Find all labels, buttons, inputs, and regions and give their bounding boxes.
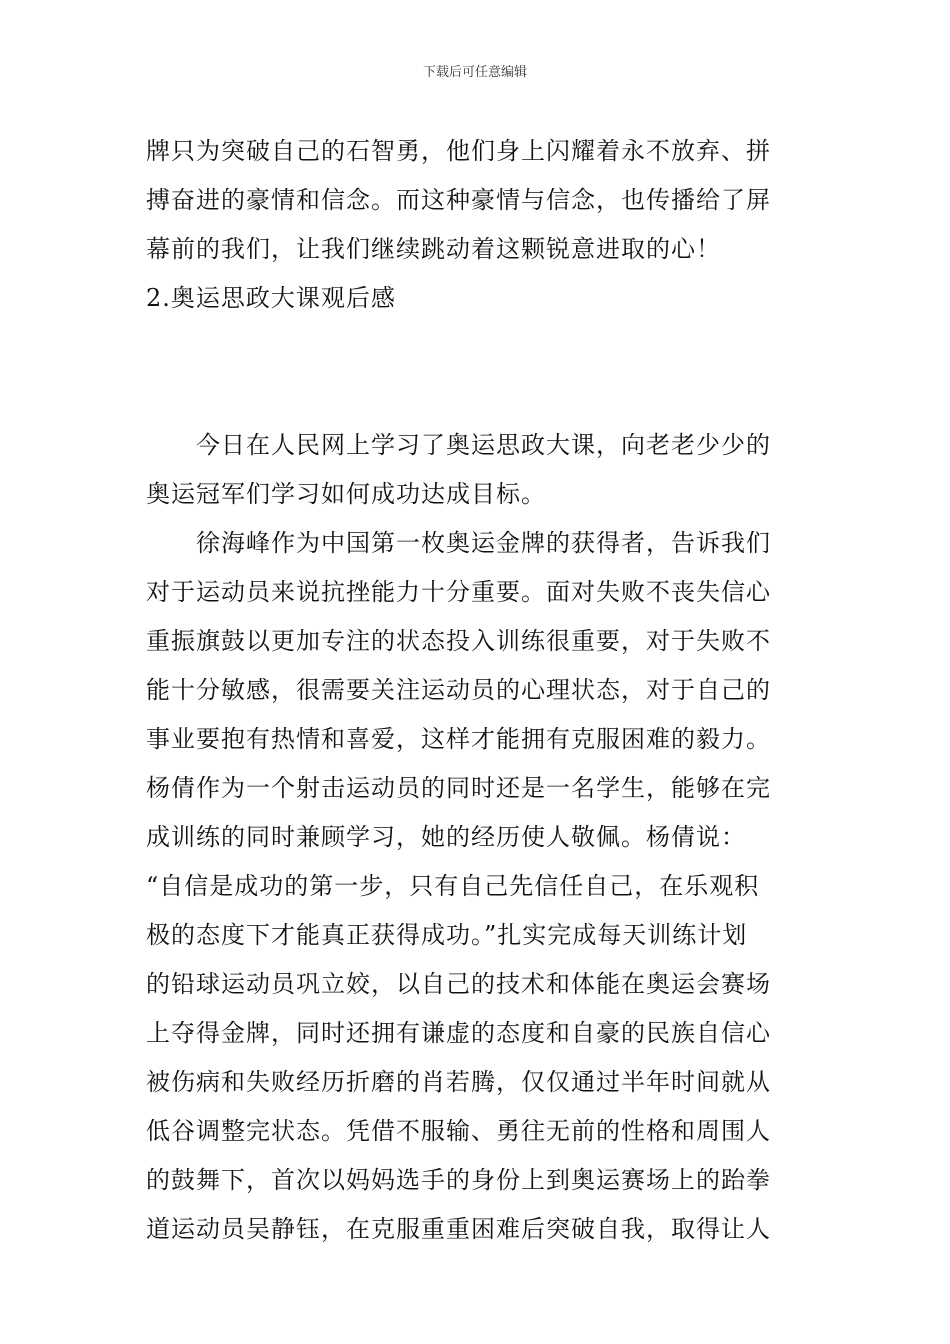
page-header: 下载后可任意编辑 [422,65,527,80]
section-title: 2.奥运思政大课观后感 [146,284,396,312]
paragraph-line: 能十分敏感，很需要关注运动员的心理状态，对于自己的 [146,676,771,704]
paragraph-line: 被伤病和失败经历折磨的肖若腾，仅仅通过半年时间就从 [146,1068,771,1096]
paragraph-line: “自信是成功的第一步，只有自己先信任自己，在乐观积 [146,872,760,900]
paragraph-line: 上夺得金牌，同时还拥有谦虚的态度和自豪的民族自信心 [146,1019,771,1047]
paragraph-line: 的铅球运动员巩立姣，以自己的技术和体能在奥运会赛场 [146,970,771,998]
blank-space [146,323,811,421]
paragraph-line: 对于运动员来说抗挫能力十分重要。面对失败不丧失信心 [146,578,771,606]
paragraph-line: 奥运冠军们学习如何成功达成目标。 [146,480,546,508]
paragraph-line: 道运动员吴静钰，在克服重重困难后突破自我，取得让人 [146,1215,771,1243]
text-line: 幕前的我们，让我们继续跳动着这颗锐意进取的心！ [146,235,721,263]
paragraph-line: 徐海峰作为中国第一枚奥运金牌的获得者，告诉我们 [196,529,771,557]
paragraph-line: 极的态度下才能真正获得成功。”扎实完成每天训练计划 [146,921,748,949]
text-line: 牌只为突破自己的石智勇，他们身上闪耀着永不放弃、拼 [146,137,771,165]
text-line: 搏奋进的豪情和信念。而这种豪情与信念，也传播给了屏 [146,186,771,214]
paragraph-line: 杨倩作为一个射击运动员的同时还是一名学生，能够在完 [146,774,771,802]
paragraph-line: 今日在人民网上学习了奥运思政大课，向老老少少的 [196,431,771,459]
document-body [146,127,811,1254]
paragraph-line: 低谷调整完状态。凭借不服输、勇往无前的性格和周围人 [146,1117,771,1145]
paragraph-line: 重振旗鼓以更加专注的状态投入训练很重要，对于失败不 [146,627,771,655]
paragraph-line: 事业要抱有热情和喜爱，这样才能拥有克服困难的毅力。 [146,725,771,753]
paragraph-line: 的鼓舞下，首次以妈妈选手的身份上到奥运赛场上的跆拳 [146,1166,771,1194]
paragraph-line: 成训练的同时兼顾学习，她的经历使人敬佩。杨倩说： [146,823,746,851]
